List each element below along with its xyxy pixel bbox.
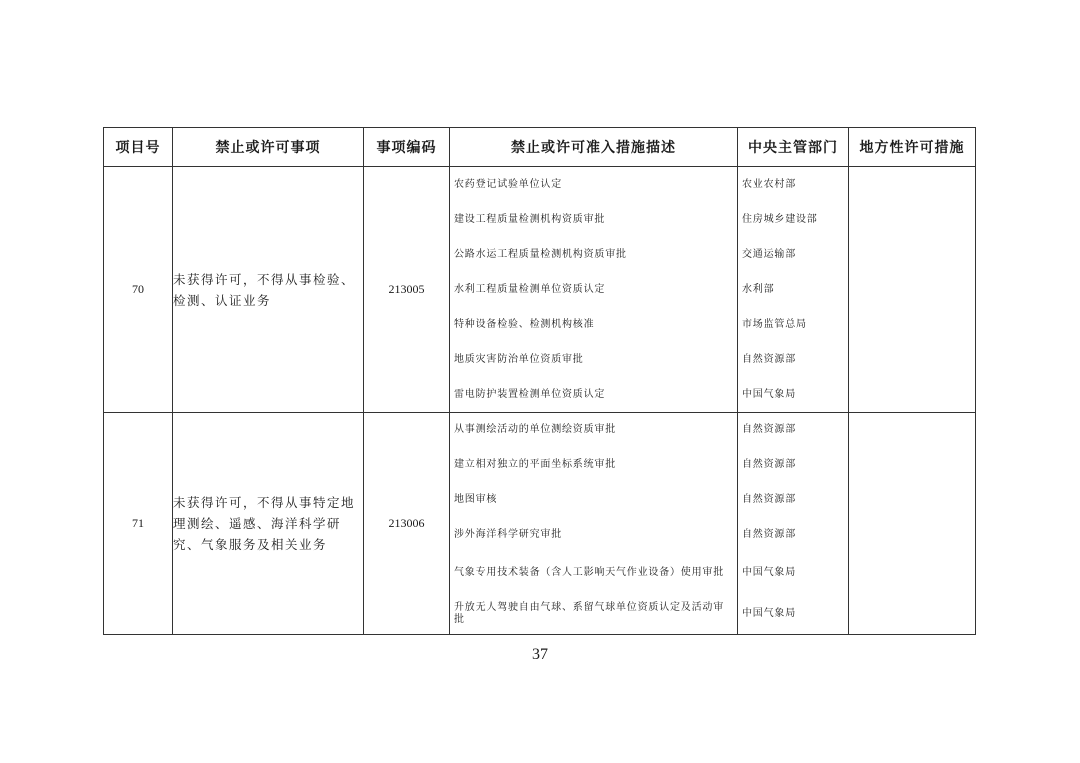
department-text: 自然资源部 [742,493,796,505]
department-cell [738,167,849,413]
department-cell [738,413,849,635]
department-text: 水利部 [742,283,775,295]
measure-text: 公路水运工程质量检测机构资质审批 [454,248,627,260]
measure-text: 从事测绘活动的单位测绘资质审批 [454,424,616,435]
department-text: 市场监管总局 [742,318,807,330]
item-number: 71 [104,413,173,635]
local-measures-cell [849,167,976,413]
measure-text: 地质灾害防治单位资质审批 [454,353,584,365]
department-text: 自然资源部 [742,353,796,365]
department-text: 中国气象局 [742,607,796,619]
measure-text: 涉外海洋科学研究审批 [454,528,562,540]
measure-text: 特种设备检验、检测机构核准 [454,318,595,330]
department-text: 自然资源部 [742,528,796,540]
table-row [104,167,976,413]
item-code: 213006 [364,413,450,635]
measure-text: 建立相对独立的平面坐标系统审批 [454,458,616,470]
measure-text: 建设工程质量检测机构资质审批 [454,213,606,225]
measure-text: 升放无人驾驶自由气球、系留气球单位资质认定及活动审批 [454,601,724,625]
market-access-table [103,127,976,635]
page-number: 37 [532,646,548,663]
header-code: 事项编码 [364,128,450,167]
measure-text: 农药登记试验单位认定 [454,178,562,190]
item-code: 213005 [364,167,450,413]
header-local-measures: 地方性许可措施 [849,128,976,167]
department-text: 自然资源部 [742,424,796,435]
measures-cell [450,167,738,413]
department-text: 住房城乡建设部 [742,213,818,225]
header-department: 中央主管部门 [738,128,849,167]
department-text: 自然资源部 [742,458,796,470]
measure-text: 气象专用技术装备（含人工影响天气作业设备）使用审批 [454,566,724,578]
header-matter: 禁止或许可事项 [173,128,364,167]
department-text: 交通运输部 [742,248,796,260]
header-item-number: 项目号 [104,128,173,167]
measure-text: 水利工程质量检测单位资质认定 [454,283,606,295]
table-row [104,413,976,635]
item-number: 70 [104,167,173,413]
measure-text: 地图审核 [454,493,498,505]
department-text: 中国气象局 [742,566,796,578]
header-measures: 禁止或许可准入措施描述 [450,128,738,167]
department-text: 中国气象局 [742,388,796,400]
measures-cell [450,413,738,635]
measure-text: 雷电防护装置检测单位资质认定 [454,388,606,400]
table-header-row [104,128,976,167]
department-text: 农业农村部 [742,178,796,190]
local-measures-cell [849,413,976,635]
item-matter: 未获得许可，不得从事特定地理测绘、遥感、海洋科学研究、气象服务及相关业务 [173,413,364,635]
item-matter: 未获得许可，不得从事检验、检测、认证业务 [173,167,364,413]
